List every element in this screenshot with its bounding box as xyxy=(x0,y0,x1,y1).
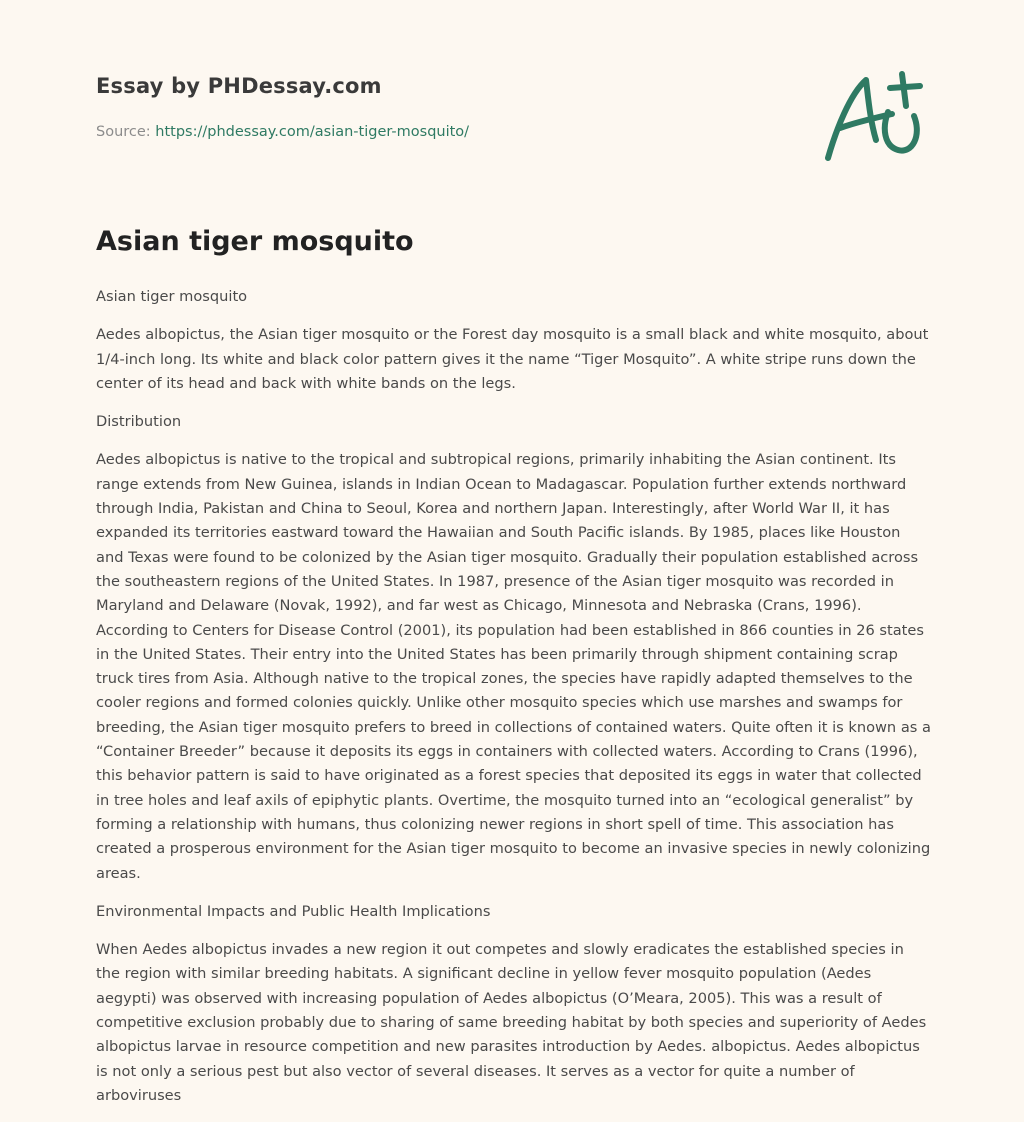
paragraph-impacts: When Aedes albopictus invades a new region it out competes and slowly eradicates the established species in the region with similar breeding habitats. A significant decline in yellow fever mosquito population (Aedes aegypti) was observed with increasing population of Aedes albopictus (O’Meara, 2005). This was a result of competitive exclusion probably due to sharing of same breeding habitat by both species and superiority of Aedes albopictus larvae in resource competition and new parasites introduction by Aedes. albopictus. Aedes albopictus is not only a serious pest but also vector of several diseases. It serves as a vector for quite a number of arboviruses xyxy=(96,941,927,1104)
paragraph-distribution: Aedes albopictus is native to the tropical and subtropical regions, primarily inhabiting the Asian continent. Its range extends from New Guinea, islands in Indian Ocean to Madagascar. Population further extends northward through India, Pakistan and China to Seoul, Korea and northern Japan. Interestingly, after World War II, it has expanded its territories eastward toward the Hawaiian and South Pacific islands. By 1985, places like Houston and Texas were found to be colonized by the Asian tiger mosquito. Gradually their population established across the southeastern regions of the United States. In 1987, presence of the Asian tiger mosquito was recorded in Maryland and Delaware (Novak, 1992), and far west as Chicago, Minnesota and Nebraska (Crans, 1996). According to Centers for Disease Control (2001), its population had been established in 866 counties in 26 states in the United States. Their entry into the United States has been primarily through shipment containing scrap truck tires from Asia. Although native to the tropical zones, the species have rapidly adapted themselves to the cooler regions and formed colonies quickly. Unlike other mosquito species which use marshes and swamps for breeding, the Asian tiger mosquito prefers to breed in collections of contained waters. Quite often it is known as a “Container Breeder” because it deposits its eggs in containers with collected waters. According to Crans (1996), this behavior pattern is said to have originated as a forest species that deposited its eggs in water that collected in tree holes and leaf axils of epiphytic plants. Overtime, the mosquito turned into an “ecological generalist” by forming a relationship with humans, thus colonizing newer regions in short spell of time. This association has created a prosperous environment for the Asian tiger mosquito to become an invasive species in newly colonizing areas. xyxy=(96,451,931,882)
paragraph-intro: Aedes albopictus, the Asian tiger mosquito or the Forest day mosquito is a small black and white mosquito, about 1/4-inch long. Its white and black color pattern gives it the name “Tiger Mosquito”. A white stripe runs down the center of its head and back with white bands on the legs. xyxy=(96,326,929,392)
section-heading-impacts: Environmental Impacts and Public Health Implications xyxy=(96,902,491,920)
source-label: Source: xyxy=(96,124,156,140)
source-link[interactable]: https://phdessay.com/asian-tiger-mosquito/ xyxy=(155,124,470,140)
source-line xyxy=(96,124,469,140)
brand-title: Essay by PHDessay.com xyxy=(96,74,382,98)
essay-subtitle: Asian tiger mosquito xyxy=(96,288,248,305)
section-heading-distribution: Distribution xyxy=(96,413,182,431)
a-plus-logo-icon xyxy=(822,66,932,166)
essay-body xyxy=(96,285,932,1122)
essay-title: Asian tiger mosquito xyxy=(96,226,414,257)
